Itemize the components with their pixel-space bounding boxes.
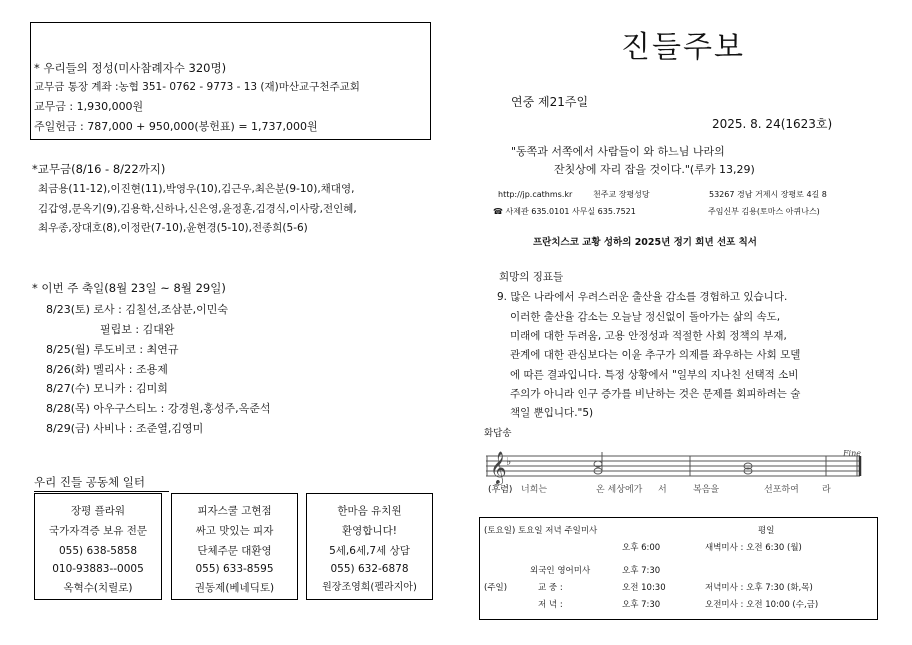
kyomugeum-line: 김갑영,문옥기(9),김용학,신하나,신은영,윤정훈,김경식,이사랑,전인혜, <box>38 203 357 215</box>
shop-name: 한마음 유치원 <box>337 505 402 517</box>
dawn-mass: 새벽미사 : 오전 6:30 (월) <box>705 543 802 553</box>
shop-line: 055) 633-8595 <box>195 563 274 575</box>
shop-name: 장평 플라워 <box>70 505 126 517</box>
offering-sunday: 주일헌금 : 787,000 + 950,000(봉헌표) = 1,737,000원 <box>34 120 318 133</box>
feast-line: 8/28(목) 아우구스티노 : 강경원,홍성주,옥준석 <box>46 402 271 415</box>
feast-line: 8/25(월) 루도비코 : 최연규 <box>46 343 179 356</box>
sunday-mass-name: 교 중 : <box>538 583 563 593</box>
hope-paragraph-line: 책일 뿐입니다."5) <box>510 407 594 419</box>
hope-paragraph-line: 9. 많은 나라에서 우려스러운 출산율 감소를 경험하고 있습니다. <box>497 291 788 303</box>
psalm-lyric: 복음을 <box>693 485 720 495</box>
psalm-lyric: 서 <box>658 485 667 495</box>
pope-message-title: 프란치스코 교황 성하의 2025년 정기 희년 선포 칙서 <box>533 237 757 248</box>
saturday-mass-time: 오후 6:00 <box>622 543 661 553</box>
shop-line: 055) 638-5858 <box>58 545 138 557</box>
feast-line: 8/23(토) 로사 : 김칠선,조삼분,이민숙 <box>46 303 228 316</box>
feast-line: 8/29(금) 사비나 : 조준열,김영미 <box>46 422 204 435</box>
hope-paragraph-line: 이러한 출산율 감소는 오늘날 정신없이 돌아가는 삶의 속도, <box>510 311 781 323</box>
hope-paragraph-line: 관계에 대한 관심보다는 이윤 추구가 의제를 좌우하는 사회 모델 <box>510 349 801 361</box>
church-pastor: 주임신부 김용(토마스 아퀴나스) <box>708 207 820 216</box>
feast-line: 필립보 : 김대완 <box>100 323 175 336</box>
weekday-label: 평일 <box>758 526 775 536</box>
liturgical-week: 연중 제21주일 <box>511 95 589 109</box>
foreign-mass-label: 외국인 영어미사 <box>530 566 591 576</box>
sunday-mass-time: 오전 10:30 <box>622 583 666 593</box>
shop-line: 싸고 맛있는 피자 <box>195 525 274 537</box>
shop-line: 권동제(베네딕토) <box>194 582 275 594</box>
sunday-mass-time: 오후 7:30 <box>622 600 661 610</box>
shop-line: 옥혁수(치릴로) <box>63 582 133 594</box>
kyomugeum-line: 최금용(11-12),이진현(11),박영우(10),김근우,최은분(9-10),채대영, <box>38 183 355 195</box>
offering-title: * 우리들의 정성(미사참례자수 320명) <box>34 61 227 75</box>
shop-name: 피자스쿨 고현점 <box>197 505 272 517</box>
church-name: 천주교 장평성당 <box>593 190 650 199</box>
community-underline <box>34 491 169 492</box>
psalm-lyric: 온 세상에가 <box>596 485 643 495</box>
psalm-refrain-label: (후렴) <box>488 485 513 495</box>
hope-paragraph-line: 에 따른 결과입니다. 특정 상황에서 "일부의 지나친 선택적 소비 <box>510 369 799 381</box>
svg-text:𝄞: 𝄞 <box>490 451 507 484</box>
psalm-fine: Fine <box>843 449 861 458</box>
issue-date: 2025. 8. 24(1623호) <box>712 117 833 131</box>
feast-line: 8/27(수) 모니카 : 김미희 <box>46 382 168 395</box>
hope-paragraph-line: 미래에 대한 두려움, 고용 안정성과 적절한 사회 정책의 부재, <box>510 330 787 342</box>
bulletin-title: 진들주보 <box>621 30 745 65</box>
shop-line: 010-93883--0005 <box>52 563 144 575</box>
sunday-mass-name: 저 녁 : <box>538 600 563 610</box>
shop-line: 원장조영희(펠라지아) <box>322 582 417 593</box>
psalm-label: 화답송 <box>484 428 512 439</box>
kyomugeum-line: 최우종,장대호(8),이정란(7-10),윤현경(5-10),전종희(5-6) <box>38 222 308 234</box>
feast-line: 8/26(화) 멜리사 : 조용제 <box>46 363 168 376</box>
hope-heading: 희망의 징표들 <box>499 271 564 283</box>
weekday-mass: 오전미사 : 오전 10:00 (수,금) <box>705 600 819 610</box>
svg-text:♭: ♭ <box>506 455 512 468</box>
offering-kyomu: 교무금 : 1,930,000원 <box>34 100 144 113</box>
shop-line: 국가자격증 보유 전문 <box>49 525 147 537</box>
saturday-mass-label: (토요일) 토요일 저녁 주일미사 <box>484 526 598 536</box>
psalm-lyric: 너희는 <box>521 485 548 495</box>
shop-line: 단체주문 대환영 <box>197 545 272 557</box>
verse-line: 잔칫상에 자리 잡을 것이다."(루카 13,29) <box>554 163 755 176</box>
psalm-lyric: 선포하여 <box>764 485 799 495</box>
foreign-mass-time: 오후 7:30 <box>622 566 661 576</box>
church-phone: ☎ 사제관 635.0101 사무실 635.7521 <box>493 207 636 216</box>
kyomugeum-title: *교무금(8/16 - 8/22까지) <box>32 162 166 176</box>
community-title: 우리 진들 공동체 일터 <box>34 475 145 489</box>
shop-line: 055) 632-6878 <box>330 563 409 575</box>
psalm-staff <box>486 448 864 508</box>
shop-line: 환영합니다! <box>342 525 397 537</box>
psalm-lyric: 라 <box>822 485 831 495</box>
hope-paragraph-line: 주의가 아니라 인구 증가를 비난하는 것은 문제를 회피하려는 술 <box>510 388 801 400</box>
verse-line: "동쪽과 서쪽에서 사람들이 와 하느님 나라의 <box>511 145 725 158</box>
weekday-mass: 저녁미사 : 오후 7:30 (화,목) <box>705 583 813 593</box>
feast-title: * 이번 주 축일(8월 23일 ~ 8월 29일) <box>32 281 226 295</box>
church-url[interactable]: http://jp.cathms.kr <box>498 190 573 199</box>
shop-line: 5세,6세,7세 상담 <box>329 545 410 557</box>
sunday-mass-label: (주일) <box>484 583 508 593</box>
offering-account: 교무금 통장 계좌 :농협 351- 0762 - 9773 - 13 (재)마산교구천주교회 <box>34 81 360 93</box>
church-address: 53267 경남 거제시 장평로 4길 8 <box>709 190 827 199</box>
